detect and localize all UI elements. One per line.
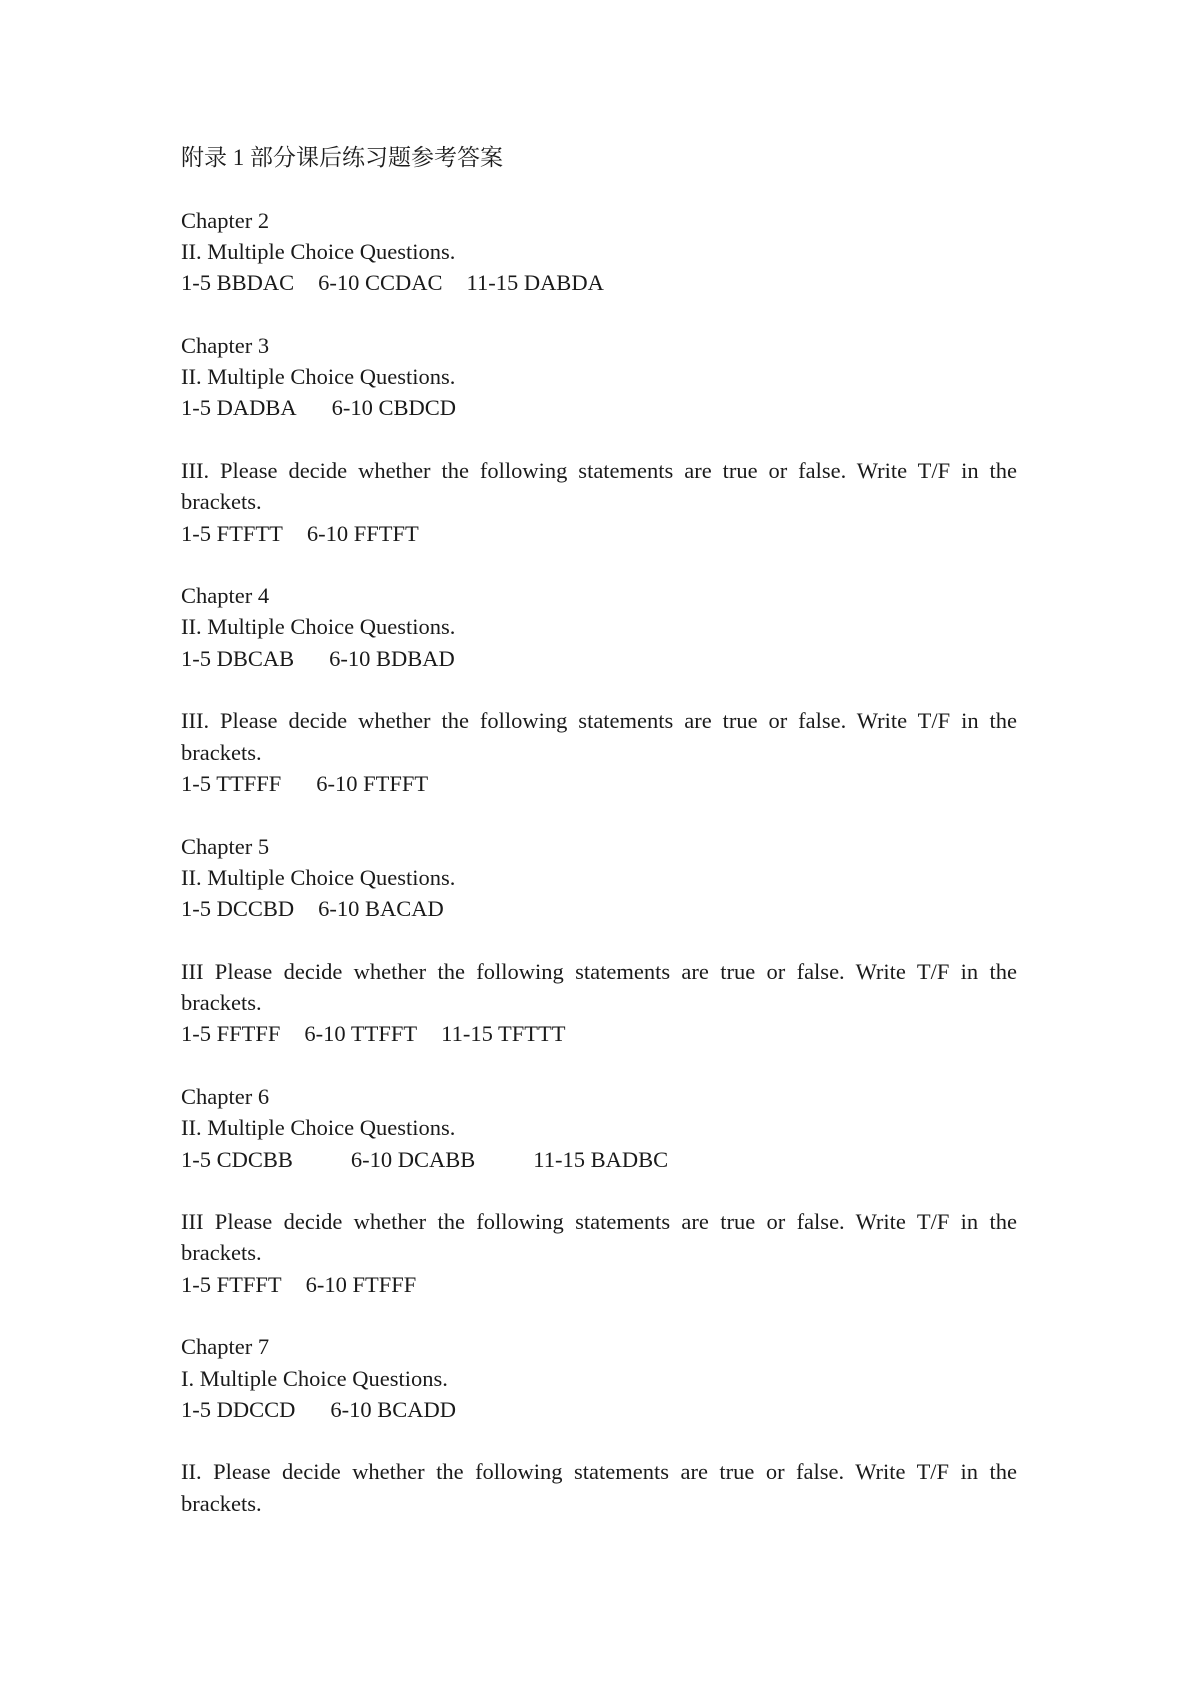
answer-group: 11-15 DABDA: [466, 270, 604, 296]
tf-answers: [181, 768, 1017, 799]
chapter-4-tf-section: [181, 705, 1017, 799]
tf-heading: II. Please decide whether the following statements are true or false. Write T/F in the brackets.: [181, 1459, 1017, 1516]
answer-group: 6-10 FTFFF: [305, 1271, 417, 1297]
answer-group: 6-10 BCADD: [330, 1396, 457, 1422]
answer-group: 1-5 FTFFT: [181, 1271, 282, 1297]
answer-group: 1-5 FFTFF: [181, 1021, 281, 1047]
chapter-2-section: [181, 205, 1017, 299]
chapter-heading: Chapter 3: [181, 332, 270, 358]
mc-heading: I. Multiple Choice Questions.: [181, 1365, 448, 1391]
answer-group: 1-5 BBDAC: [181, 270, 295, 296]
tf-heading: III. Please decide whether the following statements are true or false. Write T/F in the brackets.: [181, 708, 1017, 765]
mc-answers: [181, 392, 1017, 423]
answer-group: 6-10 DCABB: [350, 1146, 476, 1172]
chapter-heading: Chapter 4: [181, 583, 270, 609]
chapter-heading: Chapter 7: [181, 1334, 270, 1360]
answer-group: 6-10 BACAD: [318, 896, 444, 922]
mc-answers: [181, 1394, 1017, 1425]
mc-answers: [181, 1144, 1017, 1175]
answer-group: 1-5 DDCCD: [181, 1396, 296, 1422]
chapter-7-section: [181, 1331, 1017, 1425]
answer-group: 6-10 CCDAC: [318, 270, 443, 296]
answer-group: 1-5 DADBA: [181, 395, 297, 421]
chapter-heading: Chapter 6: [181, 1083, 270, 1109]
tf-heading: III. Please decide whether the following statements are true or false. Write T/F in the brackets.: [181, 457, 1017, 515]
tf-answers: [181, 518, 1017, 549]
chapter-3-tf-section: [181, 455, 1017, 549]
tf-answers: [181, 1269, 1017, 1300]
chapter-7-tf-section: [181, 1456, 1017, 1519]
mc-heading: II. Multiple Choice Questions.: [181, 238, 456, 264]
chapter-3-section: [181, 330, 1017, 424]
mc-answers: [181, 267, 1017, 298]
tf-answers: [181, 1018, 1017, 1049]
chapter-6-tf-section: [181, 1206, 1017, 1300]
chapter-heading: Chapter 5: [181, 833, 270, 859]
answer-group: 1-5 CDCBB: [181, 1146, 293, 1172]
answer-group: 11-15 BADBC: [533, 1146, 669, 1172]
answer-group: 11-15 TFTTT: [441, 1021, 566, 1047]
mc-heading: II. Multiple Choice Questions.: [181, 614, 456, 640]
answer-group: 1-5 FTFTT: [181, 520, 283, 546]
mc-heading: II. Multiple Choice Questions.: [181, 864, 456, 890]
chapter-5-section: [181, 831, 1017, 925]
answer-group: 6-10 BDBAD: [329, 645, 455, 671]
answer-group: 1-5 DCCBD: [181, 896, 295, 922]
answer-group: 1-5 DBCAB: [181, 645, 295, 671]
answer-group: 6-10 TTFFT: [304, 1021, 418, 1047]
chapter-5-tf-section: [181, 956, 1017, 1050]
answer-group: 6-10 FFTFT: [306, 520, 419, 546]
mc-answers: [181, 893, 1017, 924]
mc-heading: II. Multiple Choice Questions.: [181, 364, 456, 390]
document-page: [181, 142, 1017, 1550]
answer-group: 6-10 FTFFT: [316, 770, 429, 796]
chapter-4-section: [181, 580, 1017, 674]
answer-group: 1-5 TTFFF: [181, 770, 282, 796]
tf-heading: III Please decide whether the following statements are true or false. Write T/F in the brackets.: [181, 1209, 1017, 1266]
page-title: 附录 1 部分课后练习题参考答案: [181, 145, 503, 170]
chapter-heading: Chapter 2: [181, 207, 270, 233]
tf-heading: III Please decide whether the following statements are true or false. Write T/F in the brackets.: [181, 958, 1017, 1016]
mc-answers: [181, 643, 1017, 674]
answer-group: 6-10 CBDCD: [331, 395, 457, 421]
mc-heading: II. Multiple Choice Questions.: [181, 1115, 456, 1141]
chapter-6-section: [181, 1081, 1017, 1175]
